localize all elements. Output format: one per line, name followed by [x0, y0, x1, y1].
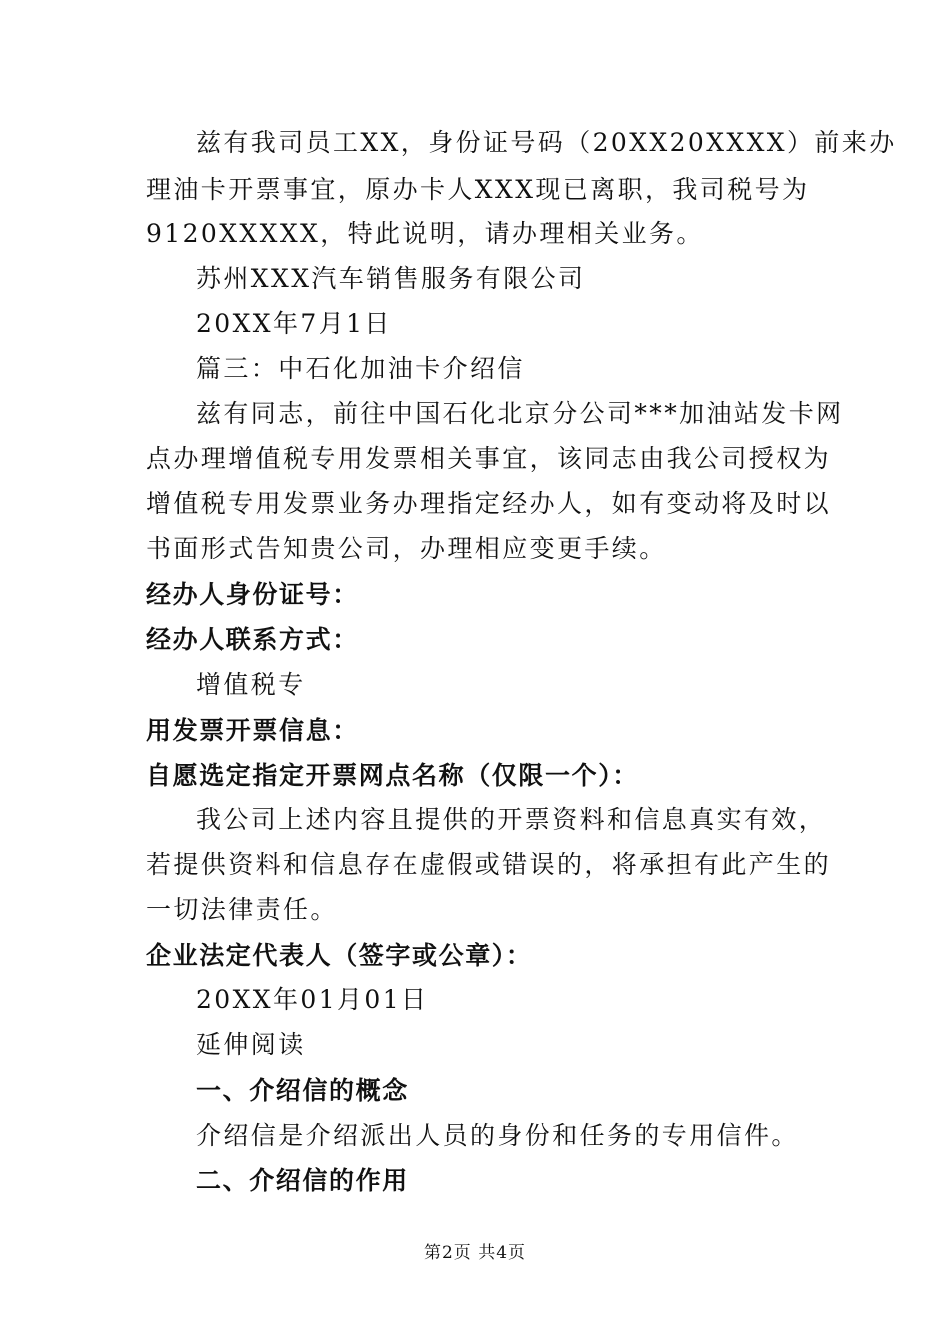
section-3-title: 篇三：中石化加油卡介绍信	[196, 354, 525, 383]
paragraph-3-line-3: 一切法律责任。	[146, 895, 338, 924]
heading-purpose: 二、介绍信的作用	[196, 1166, 409, 1195]
company-name: 苏州XXX汽车销售服务有限公司	[196, 264, 586, 293]
field-legal-representative: 企业法定代表人（签字或公章）：	[146, 941, 533, 970]
field-invoice-info: 用发票开票信息：	[146, 716, 359, 745]
definition-text: 介绍信是介绍派出人员的身份和任务的专用信件。	[196, 1121, 799, 1150]
paragraph-2-line-4: 书面形式告知贵公司，办理相应变更手续。	[146, 534, 667, 563]
date-1: 20XX年7月1日	[196, 309, 392, 338]
field-id-number: 经办人身份证号：	[146, 580, 359, 609]
extended-reading: 延伸阅读	[196, 1030, 306, 1059]
paragraph-2-line-1: 兹有同志，前往中国石化北京分公司***加油站发卡网	[196, 399, 844, 428]
paragraph-1-line-1: 兹有我司员工XX，身份证号码（20XX20XXXX）前来办	[196, 128, 897, 157]
paragraph-1-line-3: 9120XXXXX，特此说明，请办理相关业务。	[146, 219, 704, 248]
paragraph-2-line-3: 增值税专用发票业务办理指定经办人，如有变动将及时以	[146, 489, 832, 518]
paragraph-1-line-2: 理油卡开票事宜，原办卡人XXX现已离职，我司税号为	[146, 175, 810, 204]
paragraph-3-line-1: 我公司上述内容且提供的开票资料和信息真实有效，	[196, 805, 827, 834]
field-contact: 经办人联系方式：	[146, 625, 359, 654]
vat-prefix: 增值税专	[196, 670, 306, 699]
heading-concept: 一、介绍信的概念	[196, 1076, 409, 1105]
paragraph-2-line-2: 点办理增值税专用发票相关事宜，该同志由我公司授权为	[146, 444, 832, 473]
paragraph-3-line-2: 若提供资料和信息存在虚假或错误的，将承担有此产生的	[146, 850, 832, 879]
date-2: 20XX年01月01日	[196, 985, 429, 1014]
page-footer: 第2页 共4页	[423, 1243, 527, 1263]
field-invoice-outlet: 自愿选定指定开票网点名称（仅限一个）：	[146, 761, 639, 790]
